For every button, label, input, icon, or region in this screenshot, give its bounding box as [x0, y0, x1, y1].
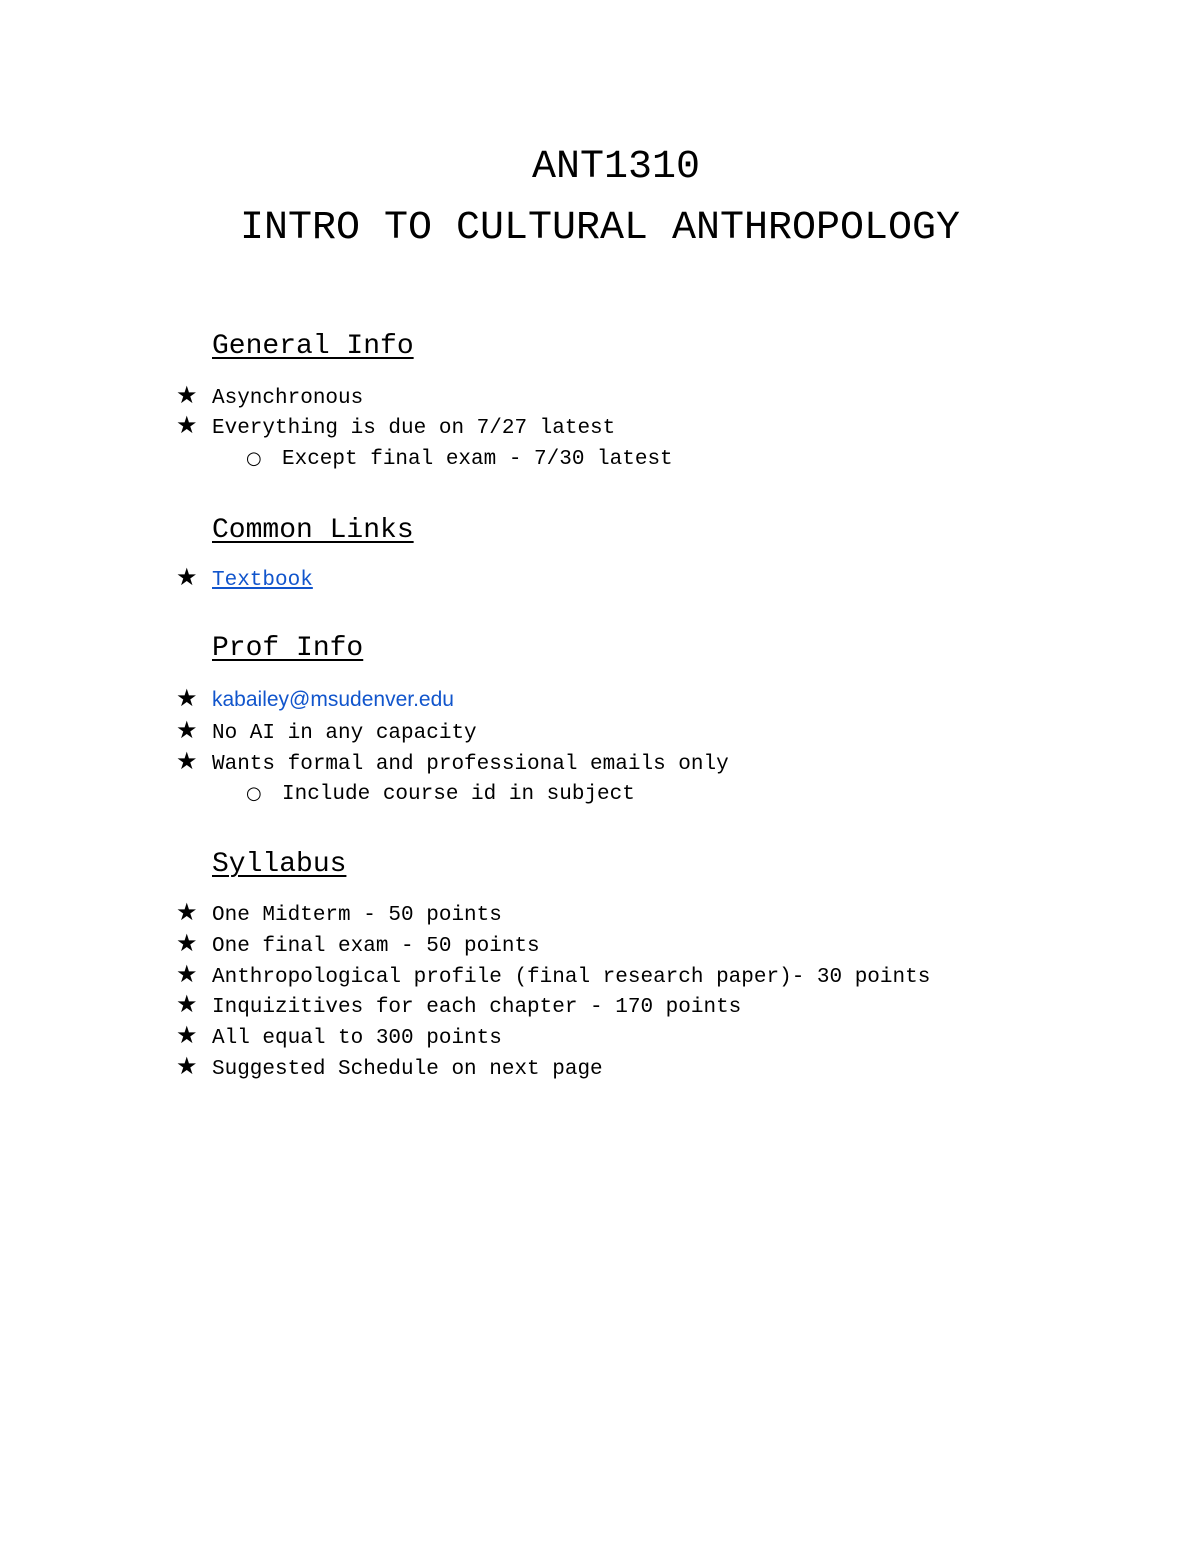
star-icon: ★	[176, 716, 198, 744]
syllabus-heading: Syllabus	[212, 849, 347, 880]
list-item: ★ No AI in any capacity	[176, 716, 477, 745]
list-item	[176, 684, 454, 716]
star-icon: ★	[176, 747, 198, 775]
star-icon: ★	[176, 990, 198, 1018]
general-info-heading: General Info	[212, 331, 414, 362]
circle-icon: ○	[246, 783, 262, 804]
star-icon: ★	[176, 563, 198, 591]
list-item: ★ Anthropological profile (final research paper)- 30 points	[176, 960, 931, 989]
list-item: ★ Asynchronous	[176, 381, 364, 410]
textbook-link[interactable]: Textbook	[212, 569, 313, 592]
list-item: ★ Wants formal and professional emails only	[176, 747, 729, 776]
course-code-title: ANT1310	[531, 145, 701, 190]
circle-icon: ○	[246, 448, 262, 469]
list-item: ★ One final exam - 50 points	[176, 929, 540, 958]
star-icon: ★	[176, 684, 198, 712]
star-icon: ★	[176, 1021, 198, 1049]
sub-list-item: ○ Except final exam - 7/30 latest	[246, 445, 673, 474]
star-icon: ★	[176, 929, 198, 957]
course-name-title: INTRO TO CULTURAL ANTHROPOLOGY	[239, 206, 961, 251]
star-icon: ★	[176, 898, 198, 926]
list-item: ★ Inquizitives for each chapter - 170 points	[176, 990, 742, 1019]
common-links-heading: Common Links	[212, 515, 414, 546]
list-item	[176, 563, 313, 595]
prof-email-link[interactable]: kabailey@msudenver.edu	[212, 688, 454, 711]
prof-info-heading: Prof Info	[212, 633, 364, 664]
list-item: ★ One Midterm - 50 points	[176, 898, 502, 927]
star-icon: ★	[176, 1052, 198, 1080]
star-icon: ★	[176, 960, 198, 988]
list-item: ★ Everything is due on 7/27 latest	[176, 411, 616, 440]
sub-list-item: ○ Include course id in subject	[246, 780, 635, 809]
star-icon: ★	[176, 411, 198, 439]
star-icon: ★	[176, 381, 198, 409]
list-item: ★ Suggested Schedule on next page	[176, 1052, 603, 1081]
list-item: ★ All equal to 300 points	[176, 1021, 502, 1050]
